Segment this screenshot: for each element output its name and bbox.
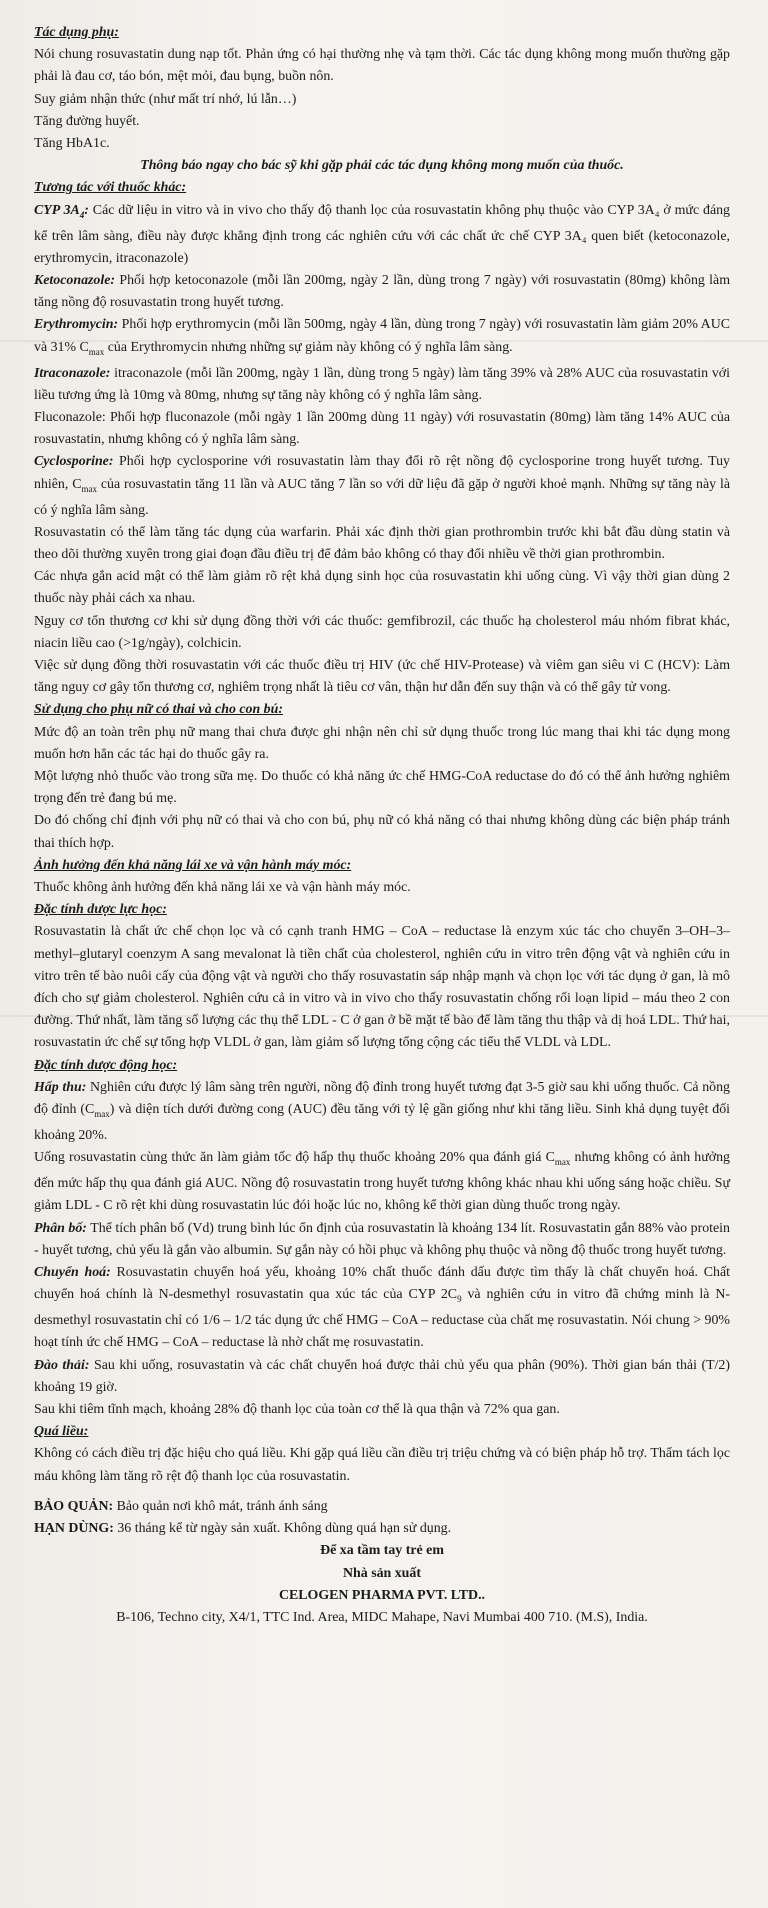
- metabolism-text-a: Rosuvastatin chuyển hoá yếu, khoảng 10% chất thuốc đánh dấu được tìm thấy là chất chuyển hoá. Chất chuyển hoá chính là N-desmethyl rosuvastatin qua xúc tác của CYP 2C: [34, 1265, 730, 1303]
- elimination-text: Sau khi uống, rosuvastatin và các chất chuyển hoá được thải chủ yếu qua phân (90%). Thời gian bán thải (T/2) khoảng 19 giờ.: [34, 1357, 730, 1395]
- ketoconazole-label: Ketoconazole:: [34, 273, 116, 289]
- metabolism-paragraph: [34, 1262, 730, 1355]
- ketoconazole-text: Phối hợp ketoconazole (mỗi lần 200mg, ngày 2 lần, dùng trong 7 ngày) với rosuvastatin (80mg) không làm tăng nồng độ rosuvastatin trong huyết tương.: [34, 273, 730, 311]
- storage-text: Bảo quản nơi khô mát, tránh ánh sáng: [113, 1498, 328, 1514]
- cyp-label: CYP 3A: [34, 202, 80, 218]
- cyclosporine-cmax-sub: max: [81, 483, 97, 494]
- storage-label: BẢO QUẢN:: [34, 1498, 114, 1514]
- pharmacokinetics-section: [34, 1055, 730, 1422]
- absorption-paragraph: [34, 1077, 730, 1147]
- expiry-label: HẠN DÙNG:: [34, 1521, 114, 1537]
- metabolism-sub: 9: [457, 1294, 462, 1305]
- erythromycin-cmax-sub: max: [88, 346, 105, 357]
- interaction-ketoconazole: [34, 270, 730, 314]
- elimination-label: Đào thải:: [34, 1357, 90, 1373]
- expiry-line: [34, 1518, 730, 1540]
- side-effects-text: Nói chung rosuvastatin dung nạp tốt. Phản ứng có hại thường nhẹ và tạm thời. Các tác dụng không mong muốn thường gặp phải là đau cơ, táo bón, mệt mỏi, đau bụng, buồn nôn.: [34, 47, 730, 85]
- food-effect-paragraph: [34, 1147, 730, 1217]
- pregnancy-heading: Sử dụng cho phụ nữ có thai và cho con bú:: [34, 702, 283, 718]
- overdose-text: Không có cách điều trị đặc hiệu cho quá liều. Khi gặp quá liều cần điều trị triệu chứng và có biện pháp hỗ trợ. Thẩm tách lọc máu không làm tăng rõ rệt độ thanh lọc của rosuvastatin.: [34, 1446, 730, 1484]
- company-address: B-106, Techno city, X4/1, TTC Ind. Area, MIDC Mahape, Navi Mumbai 400 710. (M.S), India.: [116, 1609, 648, 1625]
- cyp-colon: :: [84, 202, 89, 218]
- side-effects-notice: Thông báo ngay cho bác sỹ khi gặp phải các tác dụng không mong muốn của thuốc.: [140, 158, 624, 174]
- erythromycin-label: Erythromycin:: [34, 317, 119, 333]
- paper-fold-line: [0, 340, 768, 342]
- cyclosporine-text-b: của rosuvastatin tăng 11 lần và AUC tăng 7 lần so với dữ liệu đã gặp ở người khoẻ mạnh. Những sự tăng này là có ý nghĩa lâm sàng.: [34, 476, 730, 518]
- interaction-erythromycin: [34, 314, 730, 362]
- interaction-fluconazole: Fluconazole: Phối hợp fluconazole (mỗi ngày 1 lần 200mg dùng 11 ngày) với rosuvastatin (80mg) làm tăng 14% AUC của rosuvastatin, nhưng không có ý nghĩa lâm sàng.: [34, 410, 730, 448]
- food-cmax-sub: max: [554, 1157, 571, 1168]
- interaction-cyclosporine: [34, 451, 730, 521]
- elimination-paragraph: [34, 1355, 730, 1399]
- driving-section: [34, 855, 730, 899]
- metabolism-label: Chuyển hoá:: [34, 1265, 111, 1281]
- storage-line: [34, 1496, 730, 1518]
- absorption-label: Hấp thu:: [34, 1079, 87, 1095]
- pregnancy-section: [34, 699, 730, 854]
- interactions-heading: Tương tác với thuốc khác:: [34, 180, 187, 196]
- food-text-a: Uống rosuvastatin cùng thức ăn làm giảm tốc độ hấp thụ thuốc khoảng 20% qua đánh giá C: [34, 1150, 555, 1166]
- cyp-subscript: 4: [79, 209, 85, 220]
- company-name: CELOGEN PHARMA PVT. LTD..: [278, 1587, 486, 1603]
- side-effects-hba1c: Tăng HbA1c.: [34, 136, 110, 152]
- pregnancy-text-3: Do đó chống chỉ định với phụ nữ có thai và cho con bú, phụ nữ có khả năng có thai nhưng không dùng các biện pháp tránh thai thích hợp.: [34, 813, 730, 851]
- side-effects-cognitive: Suy giảm nhận thức (như mất trí nhớ, lú lẫn…): [34, 91, 297, 107]
- cyp-text: Các dữ liệu in vitro và in vivo cho thấy độ thanh lọc của rosuvastatin không phụ thuộc vào CYP 3A₄ ở mức đáng kể trên lâm sàng, điều này được khẳng định trong các nghiên cứu với các chất ức chế CYP 3A₄ quen biết (ketoconazole, erythromycin, itraconazole): [34, 202, 730, 266]
- side-effects-section: [34, 22, 730, 177]
- pharmacodynamics-text: Rosuvastatin là chất ức chế chọn lọc và có cạnh tranh HMG – CoA – reductase là enzym xúc tác cho chuyển 3–OH–3–methyl–glutaryl coenzym A sang mevalonat là tiền chất của cholesterol, nghiên cứu in vitro trên động vật và nghiên cứu in vitro trên tế bào nuôi cấy của động vật và người cho thấy rosuvastatin sáp nhập mạnh và chọn lọc với tác dụng ở gan, là mô đích cho sự giảm cholesterol. Nghiên cứu cả in vitro và in vivo cho thấy rosuvastatin chống rối loạn lipid – máu theo 2 con đường. Thứ nhất, làm tăng số lượng các thụ thể LDL - C ở gan ở bề mặt tế bào để làm tăng thu thập và dị hoá LDL. Thứ hai, rosuvastatin ức chế sự tổng hợp VLDL ở gan, làm giảm số lượng tổng cộng các tiểu thể VLDL và LDL.: [34, 924, 730, 1051]
- cyclosporine-label: Cyclosporine:: [34, 454, 114, 470]
- overdose-section: [34, 1421, 730, 1488]
- interaction-warfarin: Rosuvastatin có thể làm tăng tác dụng của warfarin. Phải xác định thời gian prothrombin trước khi bắt đầu dùng statin và theo dõi thường xuyên trong giai đoạn đầu điều trị để đảm bảo không có thay đổi nhiều về thời gian prothrombin.: [34, 524, 730, 563]
- interaction-cyp3a4: [34, 200, 730, 270]
- erythromycin-text-a: Phối hợp erythromycin (mỗi lần 500mg, ngày 4 lần, dùng trong 7 ngày) với rosuvastatin làm giảm 20% AUC và 31% C: [34, 317, 730, 355]
- overdose-heading: Quá liều:: [34, 1424, 89, 1440]
- iv-clearance-paragraph: Sau khi tiêm tĩnh mạch, khoảng 28% độ thanh lọc của toàn cơ thể là qua thận và 72% qua gan.: [34, 1402, 560, 1418]
- side-effects-glucose: Tăng đường huyết.: [34, 113, 140, 129]
- interaction-muscle-risk: Nguy cơ tổn thương cơ khi sử dụng đồng thời với các thuốc: gemfibrozil, các thuốc hạ cholesterol máu nhóm fibrat khác, niacin liều cao (>1g/ngày), colchicin.: [34, 613, 730, 651]
- side-effects-heading: Tác dụng phụ:: [34, 25, 119, 40]
- expiry-text: 36 tháng kể từ ngày sản xuất. Không dùng quá hạn sử dụng.: [113, 1521, 452, 1537]
- absorption-text-a: Nghiên cứu được lý lâm sàng trên người, nồng độ đỉnh trong huyết tương đạt 3-5 giờ sau khi uống thuốc. Cả nồng độ đỉnh (C: [34, 1079, 730, 1118]
- pharmacodynamics-heading: Đặc tính dược lực học:: [34, 902, 167, 918]
- interaction-hiv-hcv: Việc sử dụng đồng thời rosuvastatin với các thuốc điều trị HIV (ức chế HIV-Protease) và viêm gan siêu vi C (HCV): Làm tăng nguy cơ gây tổn thương cơ, nghiêm trọng nhất là tiêu cơ vân, thận hư dẫn đến suy thận và có thể gây tử vong.: [34, 658, 730, 696]
- interaction-bile-acid-resin: Các nhựa gắn acid mật có thể làm giảm rõ rệt khả dụng sinh học của rosuvastatin khi uống cùng. Vì vậy thời gian dùng 2 thuốc này phải cách xa nhau.: [34, 569, 730, 607]
- itraconazole-label: Itraconazole:: [34, 365, 111, 381]
- food-text-b: nhưng không có ảnh hưởng đến mức hấp thụ qua đánh giá AUC. Nồng độ rosuvastatin trong huyết tương không khác nhau khi uống sáng hoặc chiều. Sự giảm LDL - C rõ rệt khi dùng rosuvastatin lúc đói hoặc lúc no, không kể thời gian dùng thuốc trong ngày.: [34, 1150, 730, 1214]
- distribution-text: Thể tích phân bố (Vd) trung bình lúc ổn định của rosuvastatin là khoảng 134 lít. Rosuvastatin gắn 88% vào protein - huyết tương, chủ yếu là gắn vào albumin. Sự gắn này có hồi phục và không phụ thuộc và nồng độ thuốc trong huyết tương.: [34, 1220, 730, 1258]
- metabolism-text-b: và nghiên cứu in vitro đã chứng minh là N-desmethyl rosuvastatin chỉ có 1/6 – 1/2 tác dụng ức chế HMG – CoA – reductase của chất mẹ rosuvastatin. Nói chung > 90% hoạt tính ức chế HMG – CoA – reductase là nhờ chất mẹ rosuvastatin.: [34, 1287, 730, 1351]
- footer: [34, 1540, 730, 1629]
- keep-away-warning: Để xa tầm tay trẻ em: [320, 1543, 444, 1559]
- cyclosporine-text-a: Phối hợp cyclosporine với rosuvastatin làm thay đổi rõ rệt nồng độ cyclosporine trong huyết tương. Tuy nhiên, C: [34, 454, 730, 492]
- absorption-cmax-sub: max: [94, 1108, 110, 1119]
- driving-text: Thuốc không ảnh hưởng đến khả năng lái xe và vận hành máy móc.: [34, 880, 411, 896]
- erythromycin-text-b: của Erythromycin nhưng những sự giảm này không có ý nghĩa lâm sàng.: [104, 339, 513, 355]
- pharmacokinetics-heading: Đặc tính dược động học:: [34, 1057, 178, 1073]
- distribution-label: Phân bố:: [34, 1220, 87, 1236]
- interactions-section: [34, 177, 730, 699]
- driving-heading: Ảnh hưởng đến khả năng lái xe và vận hành máy móc:: [34, 857, 352, 873]
- pharmacodynamics-section: [34, 899, 730, 1054]
- paper-fold-line: [0, 1015, 768, 1017]
- itraconazole-text: itraconazole (mỗi lần 200mg, ngày 1 lần, dùng trong 5 ngày) làm tăng 39% và 28% AUC của rosuvastatin với liều tương ứng là 10mg và 80mg, nhưng sự tăng này không có ý nghĩa lâm sàng.: [34, 365, 730, 403]
- pregnancy-text-1: Mức độ an toàn trên phụ nữ mang thai chưa được ghi nhận nên chỉ sử dụng thuốc trong lúc mang thai khi tác dụng mong muốn hơn hẳn các tác hại do thuốc gây ra.: [34, 724, 730, 762]
- distribution-paragraph: [34, 1218, 730, 1262]
- pregnancy-text-2: Một lượng nhỏ thuốc vào trong sữa mẹ. Do thuốc có khả năng ức chế HMG-CoA reductase do đó có thể ảnh hưởng nghiêm trọng đến trẻ đang bú mẹ.: [34, 769, 730, 807]
- interaction-itraconazole: [34, 363, 730, 407]
- manufacturer-label: Nhà sản xuất: [343, 1565, 421, 1581]
- absorption-text-b: ) và diện tích dưới đường cong (AUC) đều tăng với tỷ lệ gần giống như khi tăng liều. Sinh khả dụng tuyệt đối khoảng 20%.: [34, 1102, 730, 1144]
